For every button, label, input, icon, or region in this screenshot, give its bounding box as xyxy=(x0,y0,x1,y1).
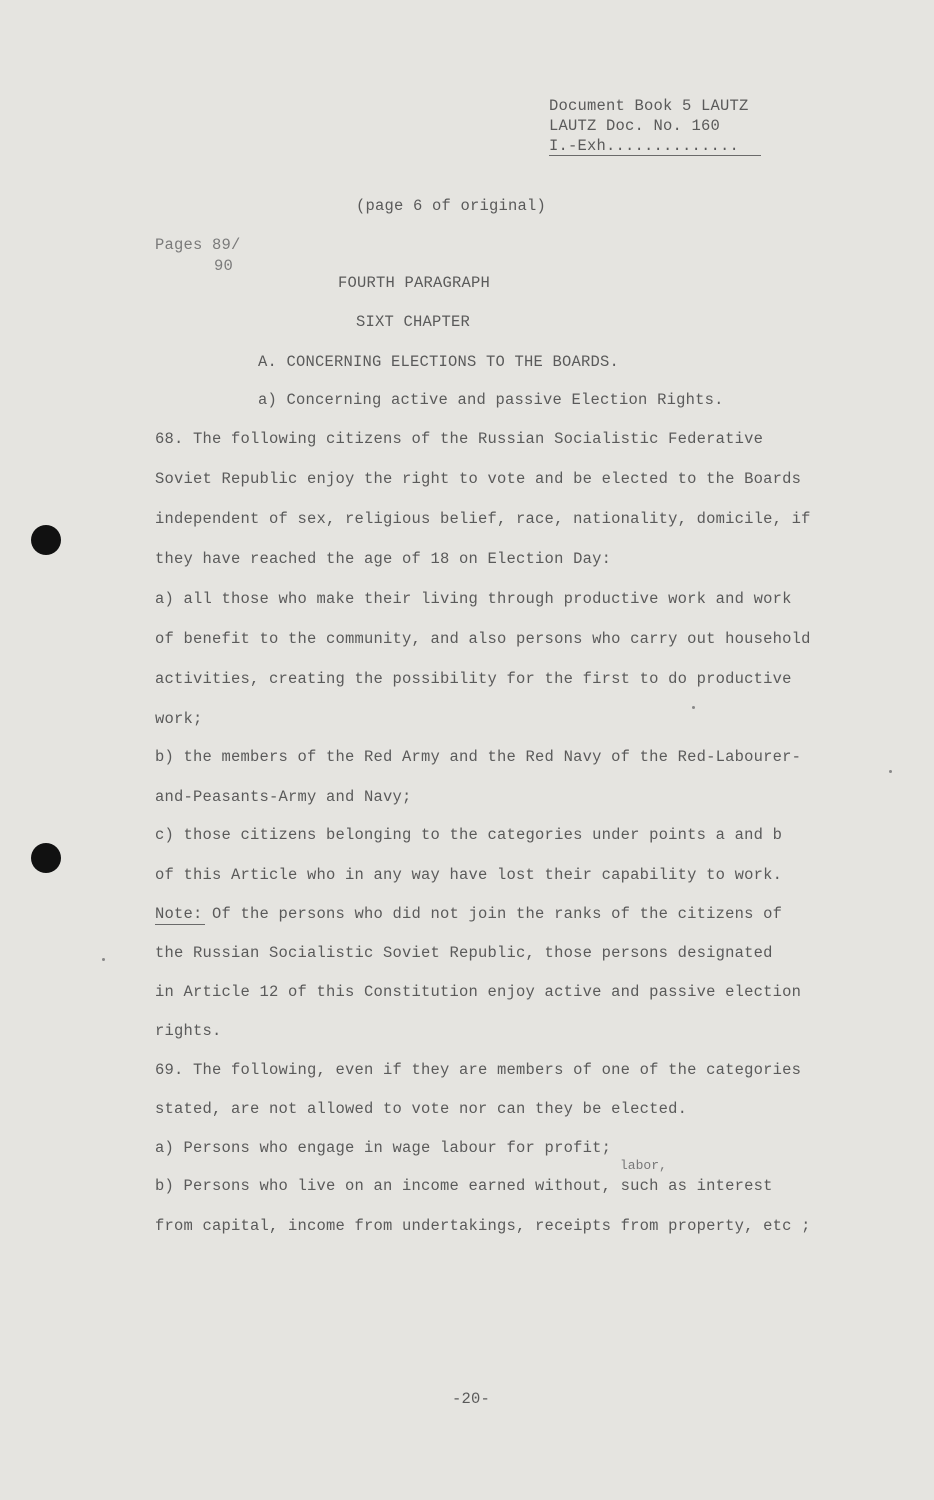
body-line: stated, are not allowed to vote nor can they be elected. xyxy=(155,1100,688,1118)
body-line: from capital, income from undertakings, receipts from property, etc ; xyxy=(155,1217,811,1235)
margin-note-pages: Pages 89/ xyxy=(155,236,241,254)
page-number: -20- xyxy=(452,1390,491,1408)
body-line: work; xyxy=(155,710,203,728)
body-line: the Russian Socialistic Soviet Republic, those persons designated xyxy=(155,944,773,962)
page-of-original: (page 6 of original) xyxy=(356,197,547,215)
paper-speck xyxy=(102,958,105,961)
paper-speck xyxy=(889,770,892,773)
body-line: in Article 12 of this Constitution enjoy active and passive election xyxy=(155,983,802,1001)
punch-hole xyxy=(31,525,61,555)
chapter-heading: SIXT CHAPTER xyxy=(356,313,471,331)
body-line: activities, creating the possibility for the first to do productive xyxy=(155,670,792,688)
subsection-heading: a) Concerning active and passive Election Rights. xyxy=(258,391,724,409)
body-line: c) those citizens belonging to the categories under points a and b xyxy=(155,826,783,844)
paragraph-heading: FOURTH PARAGRAPH xyxy=(338,274,491,292)
body-line: a) all those who make their living through productive work and work xyxy=(155,590,792,608)
body-line: of benefit to the community, and also persons who carry out household xyxy=(155,630,811,648)
doc-book-line: Document Book 5 LAUTZ xyxy=(549,97,749,115)
body-line: b) the members of the Red Army and the Red Navy of the Red-Labourer- xyxy=(155,748,802,766)
body-line: 69. The following, even if they are members of one of the categories xyxy=(155,1061,802,1079)
exhibit-underline xyxy=(549,155,761,156)
body-line: 68. The following citizens of the Russian Socialistic Federative xyxy=(155,430,764,448)
exhibit-line: I.-Exh.............. xyxy=(549,137,740,155)
body-line: b) Persons who live on an income earned without, such as interest xyxy=(155,1177,773,1195)
margin-note-pages-2: 90 xyxy=(214,257,234,275)
body-line: they have reached the age of 18 on Election Day: xyxy=(155,550,612,568)
body-line: of this Article who in any way have lost their capability to work. xyxy=(155,866,783,884)
interlinear-note: labor, xyxy=(620,1158,667,1173)
body-line: rights. xyxy=(155,1022,222,1040)
section-heading: A. CONCERNING ELECTIONS TO THE BOARDS. xyxy=(258,353,620,371)
body-line: independent of sex, religious belief, race, nationality, domicile, if xyxy=(155,510,811,528)
body-line: and-Peasants-Army and Navy; xyxy=(155,788,412,806)
punch-hole xyxy=(31,843,61,873)
body-line: Soviet Republic enjoy the right to vote and be elected to the Boards xyxy=(155,470,802,488)
paper-speck xyxy=(692,706,695,709)
note-underline xyxy=(155,924,205,925)
doc-number-line: LAUTZ Doc. No. 160 xyxy=(549,117,721,135)
body-line: a) Persons who engage in wage labour for profit; xyxy=(155,1139,612,1157)
note-line: Note: Of the persons who did not join the ranks of the citizens of xyxy=(155,905,783,923)
